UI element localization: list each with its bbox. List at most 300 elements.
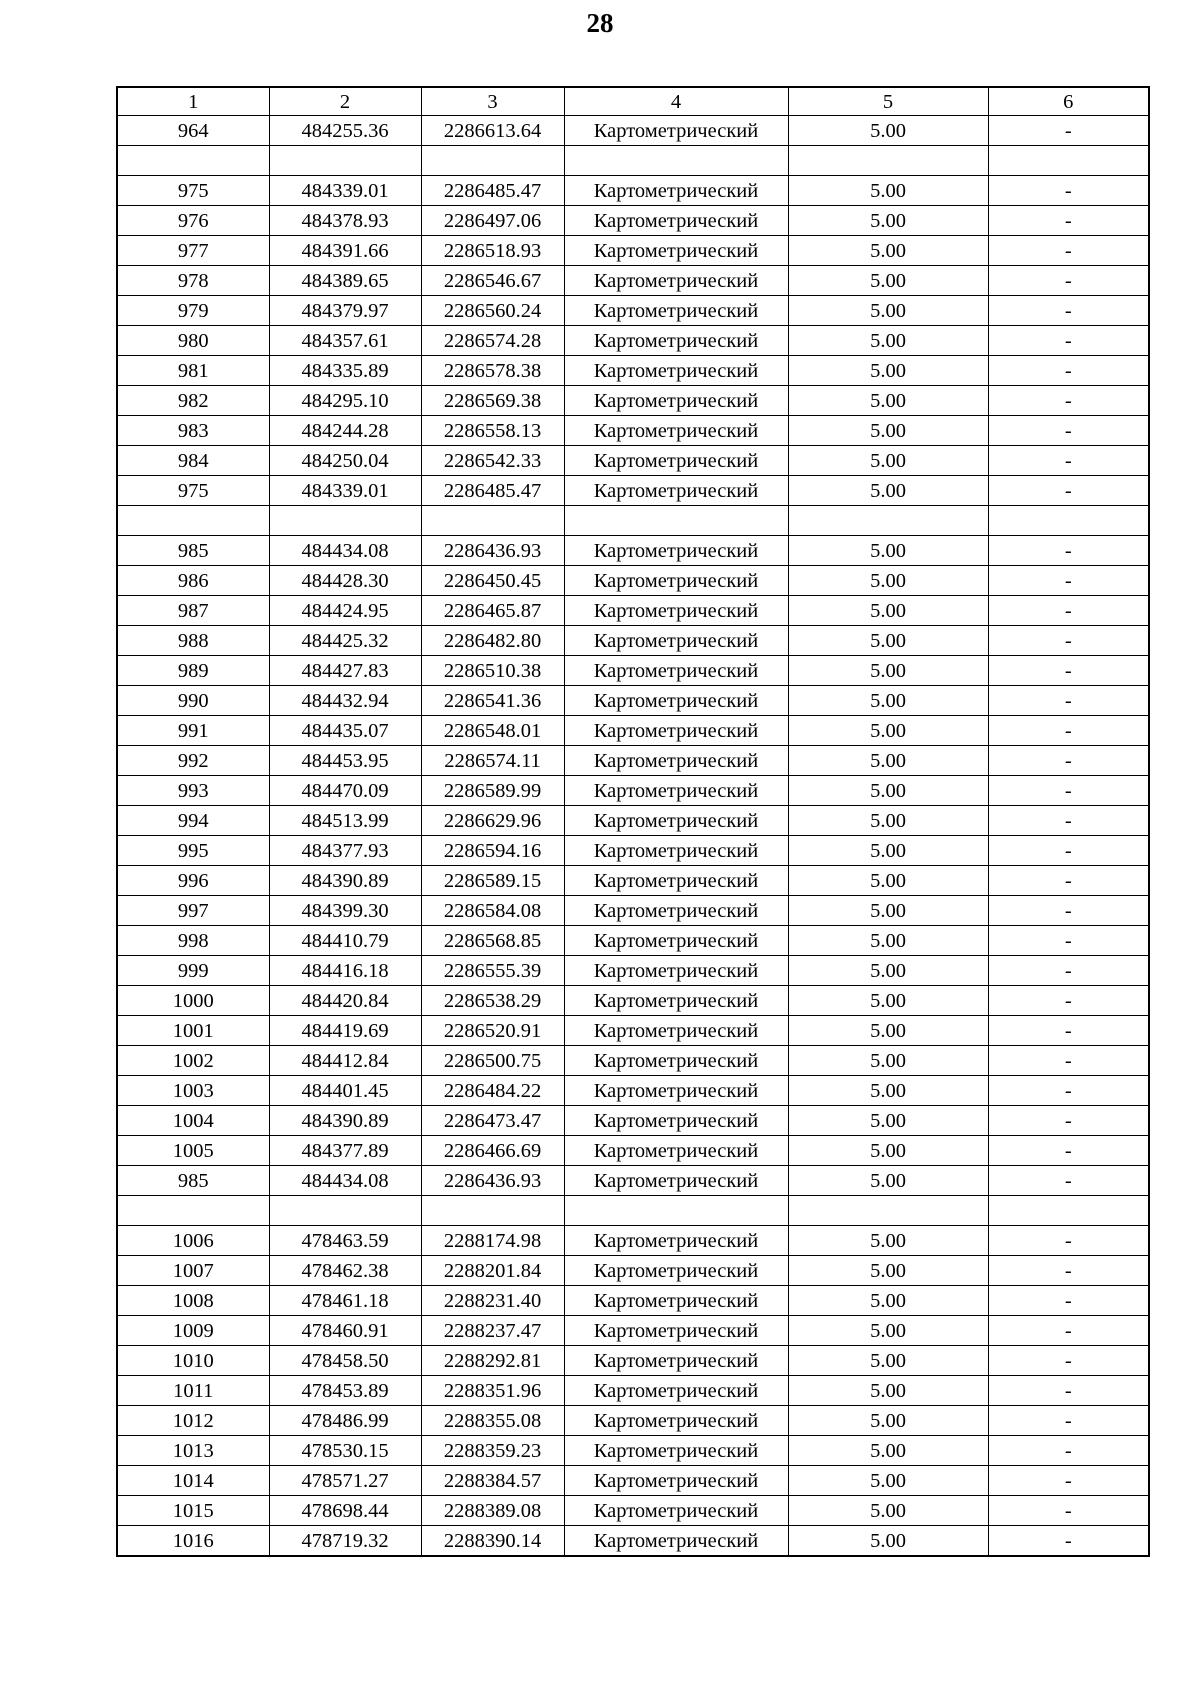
accuracy-cell: 5.00 <box>788 1316 988 1346</box>
table-row <box>117 1436 1149 1466</box>
accuracy-cell: 5.00 <box>788 866 988 896</box>
accuracy-cell: 5.00 <box>788 1436 988 1466</box>
method-cell: Картометрический <box>564 1316 788 1346</box>
accuracy-cell: 5.00 <box>788 926 988 956</box>
method-cell <box>564 506 788 536</box>
y-coordinate-cell: 2286589.99 <box>421 776 564 806</box>
table-row <box>117 1046 1149 1076</box>
method-cell: Картометрический <box>564 1376 788 1406</box>
note-cell: - <box>988 776 1149 806</box>
method-cell: Картометрический <box>564 926 788 956</box>
point-number-cell: 999 <box>117 956 269 986</box>
y-coordinate-cell: 2286484.22 <box>421 1076 564 1106</box>
table-row <box>117 416 1149 446</box>
y-coordinate-cell: 2286546.67 <box>421 266 564 296</box>
x-coordinate-cell: 484378.93 <box>269 206 421 236</box>
y-coordinate-cell <box>421 1196 564 1226</box>
method-cell: Картометрический <box>564 266 788 296</box>
table-row <box>117 506 1149 536</box>
x-coordinate-cell: 484390.89 <box>269 1106 421 1136</box>
y-coordinate-cell: 2286466.69 <box>421 1136 564 1166</box>
point-number-cell: 980 <box>117 326 269 356</box>
point-number-cell: 998 <box>117 926 269 956</box>
x-coordinate-cell: 484335.89 <box>269 356 421 386</box>
header-cell-5: 5 <box>788 87 988 116</box>
accuracy-cell <box>788 506 988 536</box>
x-coordinate-cell: 484425.32 <box>269 626 421 656</box>
x-coordinate-cell: 484401.45 <box>269 1076 421 1106</box>
x-coordinate-cell: 484513.99 <box>269 806 421 836</box>
y-coordinate-cell: 2286613.64 <box>421 116 564 146</box>
point-number-cell: 1010 <box>117 1346 269 1376</box>
x-coordinate-cell: 478571.27 <box>269 1466 421 1496</box>
note-cell: - <box>988 656 1149 686</box>
x-coordinate-cell: 478463.59 <box>269 1226 421 1256</box>
method-cell: Картометрический <box>564 1406 788 1436</box>
point-number-cell: 1014 <box>117 1466 269 1496</box>
method-cell: Картометрический <box>564 596 788 626</box>
table-row <box>117 956 1149 986</box>
accuracy-cell: 5.00 <box>788 626 988 656</box>
y-coordinate-cell: 2286629.96 <box>421 806 564 836</box>
accuracy-cell: 5.00 <box>788 1406 988 1436</box>
table-row <box>117 1256 1149 1286</box>
x-coordinate-cell: 484412.84 <box>269 1046 421 1076</box>
note-cell: - <box>988 1406 1149 1436</box>
x-coordinate-cell <box>269 1196 421 1226</box>
note-cell: - <box>988 536 1149 566</box>
method-cell: Картометрический <box>564 446 788 476</box>
method-cell: Картометрический <box>564 716 788 746</box>
y-coordinate-cell: 2288351.96 <box>421 1376 564 1406</box>
table-row <box>117 986 1149 1016</box>
x-coordinate-cell: 478460.91 <box>269 1316 421 1346</box>
accuracy-cell: 5.00 <box>788 386 988 416</box>
table-row <box>117 896 1149 926</box>
method-cell: Картометрический <box>564 1466 788 1496</box>
table-row <box>117 236 1149 266</box>
point-number-cell: 993 <box>117 776 269 806</box>
accuracy-cell: 5.00 <box>788 1226 988 1256</box>
note-cell: - <box>988 716 1149 746</box>
table-row <box>117 656 1149 686</box>
x-coordinate-cell: 484428.30 <box>269 566 421 596</box>
x-coordinate-cell: 484255.36 <box>269 116 421 146</box>
table-row <box>117 806 1149 836</box>
point-number-cell: 990 <box>117 686 269 716</box>
method-cell: Картометрический <box>564 1166 788 1196</box>
accuracy-cell: 5.00 <box>788 266 988 296</box>
point-number-cell: 995 <box>117 836 269 866</box>
method-cell: Картометрический <box>564 1136 788 1166</box>
method-cell: Картометрический <box>564 176 788 206</box>
y-coordinate-cell: 2288389.08 <box>421 1496 564 1526</box>
x-coordinate-cell: 484416.18 <box>269 956 421 986</box>
y-coordinate-cell: 2286473.47 <box>421 1106 564 1136</box>
accuracy-cell: 5.00 <box>788 326 988 356</box>
table-row <box>117 926 1149 956</box>
table-row <box>117 1196 1149 1226</box>
x-coordinate-cell: 478458.50 <box>269 1346 421 1376</box>
note-cell: - <box>988 686 1149 716</box>
accuracy-cell: 5.00 <box>788 1286 988 1316</box>
x-coordinate-cell: 484419.69 <box>269 1016 421 1046</box>
x-coordinate-cell: 484470.09 <box>269 776 421 806</box>
accuracy-cell: 5.00 <box>788 1166 988 1196</box>
method-cell: Картометрический <box>564 806 788 836</box>
point-number-cell: 1006 <box>117 1226 269 1256</box>
accuracy-cell: 5.00 <box>788 1136 988 1166</box>
accuracy-cell <box>788 1196 988 1226</box>
accuracy-cell: 5.00 <box>788 416 988 446</box>
y-coordinate-cell: 2286465.87 <box>421 596 564 626</box>
table-row <box>117 1286 1149 1316</box>
table-row <box>117 776 1149 806</box>
point-number-cell: 1002 <box>117 1046 269 1076</box>
table-row <box>117 1226 1149 1256</box>
point-number-cell: 996 <box>117 866 269 896</box>
point-number-cell: 981 <box>117 356 269 386</box>
y-coordinate-cell: 2286548.01 <box>421 716 564 746</box>
note-cell: - <box>988 1496 1149 1526</box>
method-cell: Картометрический <box>564 776 788 806</box>
x-coordinate-cell: 484432.94 <box>269 686 421 716</box>
table-row <box>117 536 1149 566</box>
accuracy-cell: 5.00 <box>788 776 988 806</box>
method-cell: Картометрический <box>564 296 788 326</box>
x-coordinate-cell: 478698.44 <box>269 1496 421 1526</box>
point-number-cell: 1012 <box>117 1406 269 1436</box>
point-number-cell: 991 <box>117 716 269 746</box>
note-cell: - <box>988 326 1149 356</box>
point-number-cell: 1004 <box>117 1106 269 1136</box>
method-cell: Картометрический <box>564 356 788 386</box>
method-cell <box>564 146 788 176</box>
point-number-cell: 1000 <box>117 986 269 1016</box>
method-cell: Картометрический <box>564 1526 788 1557</box>
accuracy-cell: 5.00 <box>788 716 988 746</box>
accuracy-cell: 5.00 <box>788 1346 988 1376</box>
y-coordinate-cell: 2286485.47 <box>421 176 564 206</box>
accuracy-cell: 5.00 <box>788 446 988 476</box>
point-number-cell: 1007 <box>117 1256 269 1286</box>
x-coordinate-cell: 484434.08 <box>269 536 421 566</box>
y-coordinate-cell: 2286574.11 <box>421 746 564 776</box>
note-cell: - <box>988 986 1149 1016</box>
method-cell: Картометрический <box>564 476 788 506</box>
table-row <box>117 1376 1149 1406</box>
y-coordinate-cell: 2286555.39 <box>421 956 564 986</box>
point-number-cell: 978 <box>117 266 269 296</box>
note-cell: - <box>988 1106 1149 1136</box>
note-cell: - <box>988 1526 1149 1557</box>
accuracy-cell: 5.00 <box>788 1046 988 1076</box>
method-cell: Картометрический <box>564 1496 788 1526</box>
method-cell: Картометрический <box>564 236 788 266</box>
point-number-cell: 1005 <box>117 1136 269 1166</box>
y-coordinate-cell: 2286541.36 <box>421 686 564 716</box>
table-row <box>117 1346 1149 1376</box>
accuracy-cell: 5.00 <box>788 806 988 836</box>
note-cell: - <box>988 626 1149 656</box>
note-cell: - <box>988 746 1149 776</box>
note-cell: - <box>988 416 1149 446</box>
y-coordinate-cell: 2288231.40 <box>421 1286 564 1316</box>
table-row <box>117 1496 1149 1526</box>
point-number-cell <box>117 506 269 536</box>
table-row <box>117 206 1149 236</box>
table-row <box>117 1166 1149 1196</box>
table-row <box>117 386 1149 416</box>
y-coordinate-cell: 2288237.47 <box>421 1316 564 1346</box>
x-coordinate-cell: 484391.66 <box>269 236 421 266</box>
note-cell: - <box>988 1436 1149 1466</box>
y-coordinate-cell: 2286485.47 <box>421 476 564 506</box>
x-coordinate-cell: 484424.95 <box>269 596 421 626</box>
accuracy-cell: 5.00 <box>788 1076 988 1106</box>
header-cell-3: 3 <box>421 87 564 116</box>
accuracy-cell: 5.00 <box>788 1256 988 1286</box>
note-cell: - <box>988 356 1149 386</box>
note-cell: - <box>988 176 1149 206</box>
accuracy-cell: 5.00 <box>788 836 988 866</box>
table-row <box>117 296 1149 326</box>
accuracy-cell: 5.00 <box>788 1496 988 1526</box>
y-coordinate-cell: 2286436.93 <box>421 1166 564 1196</box>
point-number-cell: 976 <box>117 206 269 236</box>
method-cell: Картометрический <box>564 206 788 236</box>
y-coordinate-cell: 2286589.15 <box>421 866 564 896</box>
point-number-cell: 975 <box>117 176 269 206</box>
x-coordinate-cell: 484295.10 <box>269 386 421 416</box>
method-cell: Картометрический <box>564 1046 788 1076</box>
method-cell: Картометрический <box>564 656 788 686</box>
table-row <box>117 356 1149 386</box>
note-cell: - <box>988 266 1149 296</box>
y-coordinate-cell: 2286578.38 <box>421 356 564 386</box>
point-number-cell: 987 <box>117 596 269 626</box>
accuracy-cell: 5.00 <box>788 986 988 1016</box>
x-coordinate-cell: 478461.18 <box>269 1286 421 1316</box>
x-coordinate-cell: 478719.32 <box>269 1526 421 1557</box>
note-cell: - <box>988 806 1149 836</box>
point-number-cell <box>117 1196 269 1226</box>
y-coordinate-cell: 2286482.80 <box>421 626 564 656</box>
table-row <box>117 446 1149 476</box>
table-row <box>117 1016 1149 1046</box>
accuracy-cell: 5.00 <box>788 536 988 566</box>
x-coordinate-cell: 484427.83 <box>269 656 421 686</box>
method-cell: Картометрический <box>564 1286 788 1316</box>
table-row <box>117 176 1149 206</box>
note-cell: - <box>988 926 1149 956</box>
note-cell: - <box>988 1346 1149 1376</box>
y-coordinate-cell: 2286568.85 <box>421 926 564 956</box>
accuracy-cell: 5.00 <box>788 206 988 236</box>
accuracy-cell: 5.00 <box>788 1106 988 1136</box>
accuracy-cell: 5.00 <box>788 236 988 266</box>
table-row <box>117 146 1149 176</box>
method-cell: Картометрический <box>564 866 788 896</box>
x-coordinate-cell: 484244.28 <box>269 416 421 446</box>
y-coordinate-cell: 2286569.38 <box>421 386 564 416</box>
method-cell: Картометрический <box>564 1016 788 1046</box>
point-number-cell: 992 <box>117 746 269 776</box>
note-cell: - <box>988 566 1149 596</box>
table-row <box>117 746 1149 776</box>
table-row <box>117 866 1149 896</box>
table-row <box>117 1466 1149 1496</box>
point-number-cell: 1011 <box>117 1376 269 1406</box>
y-coordinate-cell: 2286450.45 <box>421 566 564 596</box>
accuracy-cell: 5.00 <box>788 956 988 986</box>
table-header-row <box>117 87 1149 116</box>
x-coordinate-cell: 484420.84 <box>269 986 421 1016</box>
note-cell: - <box>988 836 1149 866</box>
method-cell: Картометрический <box>564 1256 788 1286</box>
note-cell <box>988 1196 1149 1226</box>
note-cell: - <box>988 1136 1149 1166</box>
note-cell <box>988 506 1149 536</box>
y-coordinate-cell: 2286518.93 <box>421 236 564 266</box>
x-coordinate-cell <box>269 146 421 176</box>
point-number-cell <box>117 146 269 176</box>
x-coordinate-cell: 484377.93 <box>269 836 421 866</box>
x-coordinate-cell: 478486.99 <box>269 1406 421 1436</box>
accuracy-cell: 5.00 <box>788 1016 988 1046</box>
table-row <box>117 116 1149 146</box>
table-row <box>117 1136 1149 1166</box>
note-cell: - <box>988 476 1149 506</box>
point-number-cell: 994 <box>117 806 269 836</box>
accuracy-cell: 5.00 <box>788 686 988 716</box>
method-cell: Картометрический <box>564 536 788 566</box>
point-number-cell: 1015 <box>117 1496 269 1526</box>
x-coordinate-cell: 484453.95 <box>269 746 421 776</box>
accuracy-cell: 5.00 <box>788 656 988 686</box>
note-cell: - <box>988 1226 1149 1256</box>
method-cell <box>564 1196 788 1226</box>
x-coordinate-cell: 484390.89 <box>269 866 421 896</box>
note-cell: - <box>988 896 1149 926</box>
note-cell: - <box>988 1376 1149 1406</box>
coordinates-table <box>116 86 1150 1557</box>
point-number-cell: 997 <box>117 896 269 926</box>
accuracy-cell: 5.00 <box>788 176 988 206</box>
accuracy-cell: 5.00 <box>788 296 988 326</box>
point-number-cell: 984 <box>117 446 269 476</box>
x-coordinate-cell: 478453.89 <box>269 1376 421 1406</box>
y-coordinate-cell: 2288174.98 <box>421 1226 564 1256</box>
note-cell: - <box>988 596 1149 626</box>
accuracy-cell: 5.00 <box>788 1526 988 1557</box>
note-cell: - <box>988 1046 1149 1076</box>
method-cell: Картометрический <box>564 566 788 596</box>
y-coordinate-cell: 2286538.29 <box>421 986 564 1016</box>
point-number-cell: 982 <box>117 386 269 416</box>
y-coordinate-cell: 2286558.13 <box>421 416 564 446</box>
point-number-cell: 988 <box>117 626 269 656</box>
header-cell-6: 6 <box>988 87 1149 116</box>
point-number-cell: 985 <box>117 536 269 566</box>
table-row <box>117 1076 1149 1106</box>
table-row <box>117 686 1149 716</box>
x-coordinate-cell: 484339.01 <box>269 476 421 506</box>
method-cell: Картометрический <box>564 836 788 866</box>
point-number-cell: 1008 <box>117 1286 269 1316</box>
table-row <box>117 326 1149 356</box>
accuracy-cell: 5.00 <box>788 596 988 626</box>
table-row <box>117 1316 1149 1346</box>
accuracy-cell: 5.00 <box>788 896 988 926</box>
note-cell: - <box>988 1076 1149 1106</box>
note-cell: - <box>988 1316 1149 1346</box>
accuracy-cell: 5.00 <box>788 1376 988 1406</box>
y-coordinate-cell: 2286500.75 <box>421 1046 564 1076</box>
coordinates-table-body <box>117 87 1149 1556</box>
accuracy-cell: 5.00 <box>788 566 988 596</box>
note-cell: - <box>988 446 1149 476</box>
note-cell: - <box>988 956 1149 986</box>
method-cell: Картометрический <box>564 686 788 716</box>
accuracy-cell: 5.00 <box>788 476 988 506</box>
method-cell: Картометрический <box>564 896 788 926</box>
x-coordinate-cell: 484377.89 <box>269 1136 421 1166</box>
x-coordinate-cell: 484399.30 <box>269 896 421 926</box>
x-coordinate-cell: 478462.38 <box>269 1256 421 1286</box>
method-cell: Картометрический <box>564 1226 788 1256</box>
note-cell: - <box>988 296 1149 326</box>
table-row <box>117 1106 1149 1136</box>
x-coordinate-cell: 484379.97 <box>269 296 421 326</box>
point-number-cell: 975 <box>117 476 269 506</box>
table-row <box>117 476 1149 506</box>
point-number-cell: 979 <box>117 296 269 326</box>
method-cell: Картометрический <box>564 386 788 416</box>
x-coordinate-cell <box>269 506 421 536</box>
page-number: 28 <box>586 8 614 38</box>
accuracy-cell: 5.00 <box>788 746 988 776</box>
point-number-cell: 1009 <box>117 1316 269 1346</box>
method-cell: Картометрический <box>564 1076 788 1106</box>
point-number-cell: 983 <box>117 416 269 446</box>
note-cell: - <box>988 1466 1149 1496</box>
point-number-cell: 1013 <box>117 1436 269 1466</box>
y-coordinate-cell: 2288355.08 <box>421 1406 564 1436</box>
x-coordinate-cell: 484339.01 <box>269 176 421 206</box>
method-cell: Картометрический <box>564 956 788 986</box>
method-cell: Картометрический <box>564 1436 788 1466</box>
note-cell: - <box>988 116 1149 146</box>
y-coordinate-cell: 2286520.91 <box>421 1016 564 1046</box>
table-row <box>117 716 1149 746</box>
header-cell-4: 4 <box>564 87 788 116</box>
note-cell: - <box>988 1286 1149 1316</box>
table-row <box>117 596 1149 626</box>
x-coordinate-cell: 484434.08 <box>269 1166 421 1196</box>
y-coordinate-cell: 2288292.81 <box>421 1346 564 1376</box>
y-coordinate-cell: 2286594.16 <box>421 836 564 866</box>
y-coordinate-cell: 2288201.84 <box>421 1256 564 1286</box>
y-coordinate-cell: 2286560.24 <box>421 296 564 326</box>
method-cell: Картометрический <box>564 116 788 146</box>
x-coordinate-cell: 484357.61 <box>269 326 421 356</box>
method-cell: Картометрический <box>564 626 788 656</box>
method-cell: Картометрический <box>564 1106 788 1136</box>
x-coordinate-cell: 478530.15 <box>269 1436 421 1466</box>
header-cell-2: 2 <box>269 87 421 116</box>
point-number-cell: 1003 <box>117 1076 269 1106</box>
